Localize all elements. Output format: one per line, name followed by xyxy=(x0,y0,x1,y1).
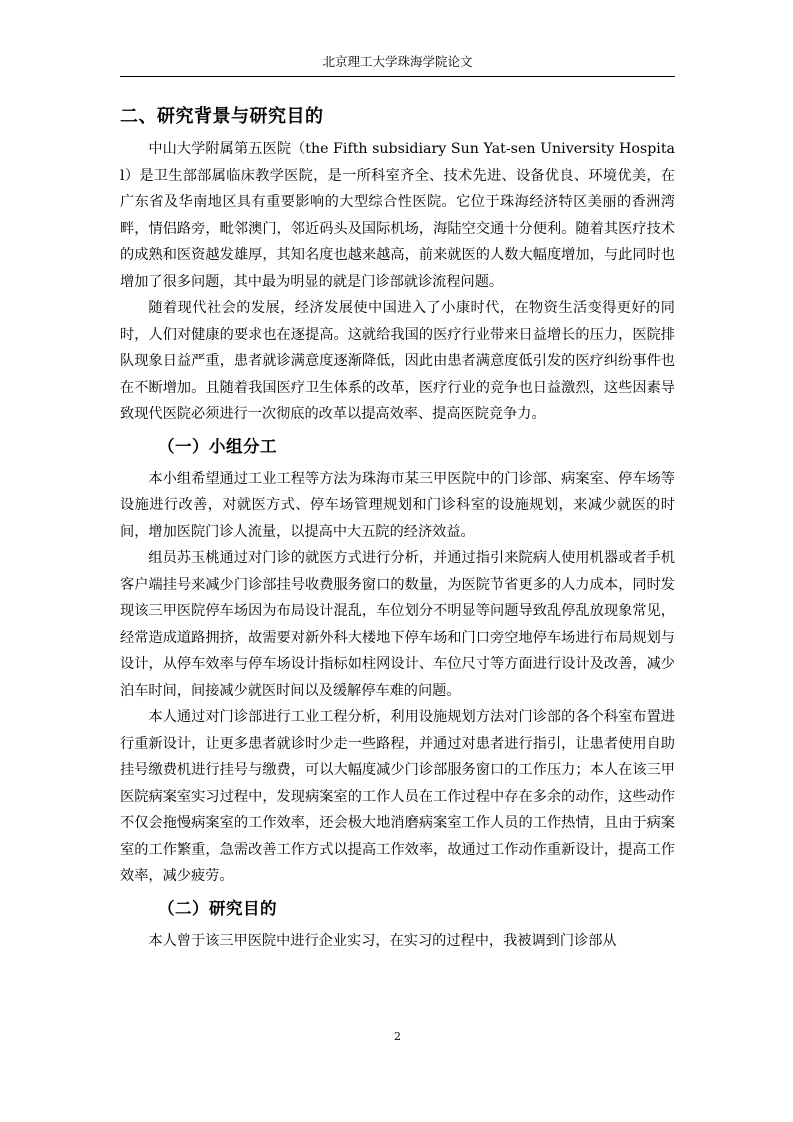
header-divider xyxy=(120,76,675,77)
page-body xyxy=(120,102,675,954)
subsection-heading-research-purpose: （二）研究目的 xyxy=(158,898,277,918)
body-paragraph: 本人通过对门诊部进行工业工程分析，利用设施规划方法对门诊部的各个科室布置进行重新设计，让更多患者就诊时少走一些路程，并通过对患者进行指引，让患者使用自助挂号缴费机进行挂号与缴费，可以大幅度减少门诊部服务窗口的工作压力；本人在该三甲医院病案室实习过程中，发现病案室的工作人员在工作过程中存在多余的动作，这些动作不仅会拖慢病案室的工作效率，还会极大地消磨病案室工作人员的工作热情，且由于病案室的工作繁重，急需改善工作方式以提高工作效率，故通过工作动作重新设计，提高工作效率，减少疲劳。 xyxy=(120,709,675,884)
body-paragraph: 中山大学附属第五医院（the Fifth subsidiary Sun Yat-sen University Hospital）是卫生部部属临床教学医院，是一所科室齐全、技术先进、设备优良、环境优美，在广东省及华南地区具有重要影响的大型综合性医院。它位于珠海经济特区美丽的香洲湾畔，情侣路旁，毗邻澳门，邻近码头及国际机场，海陆空交通十分便利。随着其医疗技术的成熟和医资越发雄厚，其知名度也越来越高，前来就医的人数大幅度增加，与此同时也增加了很多问题，其中最为明显的就是门诊部就诊流程问题。 xyxy=(120,141,675,290)
body-paragraph: 本小组希望通过工业工程等方法为珠海市某三甲医院中的门诊部、病案室、停车场等设施进行改善，对就医方式、停车场管理规划和门诊科室的设施规划，来减少就医的时间，增加医院门诊人流量，以提高中大五院的经济效益。 xyxy=(120,470,675,540)
subsection-heading-group-division: （一）小组分工 xyxy=(158,436,277,456)
section-heading: 二、研究背景与研究目的 xyxy=(120,106,324,127)
body-paragraph: 本人曾于该三甲医院中进行企业实习，在实习的过程中，我被调到门诊部从 xyxy=(148,932,617,949)
body-paragraph: 随着现代社会的发展，经济发展使中国进入了小康时代，在物资生活变得更好的同时，人们对健康的要求也在逐提高。这就给我国的医疗行业带来日益增长的压力，医院排队现象日益严重，患者就诊满意度逐渐降低，因此由患者满意度低引发的医疗纠纷事件也在不断增加。且随着我国医疗卫生体系的改革，医疗行业的竞争也日益激烈，这些因素导致现代医院必须进行一次彻底的改革以提高效率、提高医院竞争力。 xyxy=(120,300,675,422)
page-footer xyxy=(120,1030,675,1044)
body-paragraph: 组员苏玉桃通过对门诊的就医方式进行分析，并通过指引来院病人使用机器或者手机客户端挂号来减少门诊部挂号收费服务窗口的数量，为医院节省更多的人力成本，同时发现该三甲医院停车场因为布局设计混乱，车位划分不明显等问题导致乱停乱放现象常见，经常造成道路拥挤，故需要对新外科大楼地下停车场和门口旁空地停车场进行布局规划与设计，从停车效率与停车场设计指标如柱网设计、车位尺寸等方面进行设计及改善，减少泊车时间，间接减少就医时间以及缓解停车难的问题。 xyxy=(120,550,675,699)
header-title: 北京理工大学珠海学院论文 xyxy=(322,54,473,69)
page-number: 2 xyxy=(394,1030,401,1043)
page-header xyxy=(120,54,675,76)
